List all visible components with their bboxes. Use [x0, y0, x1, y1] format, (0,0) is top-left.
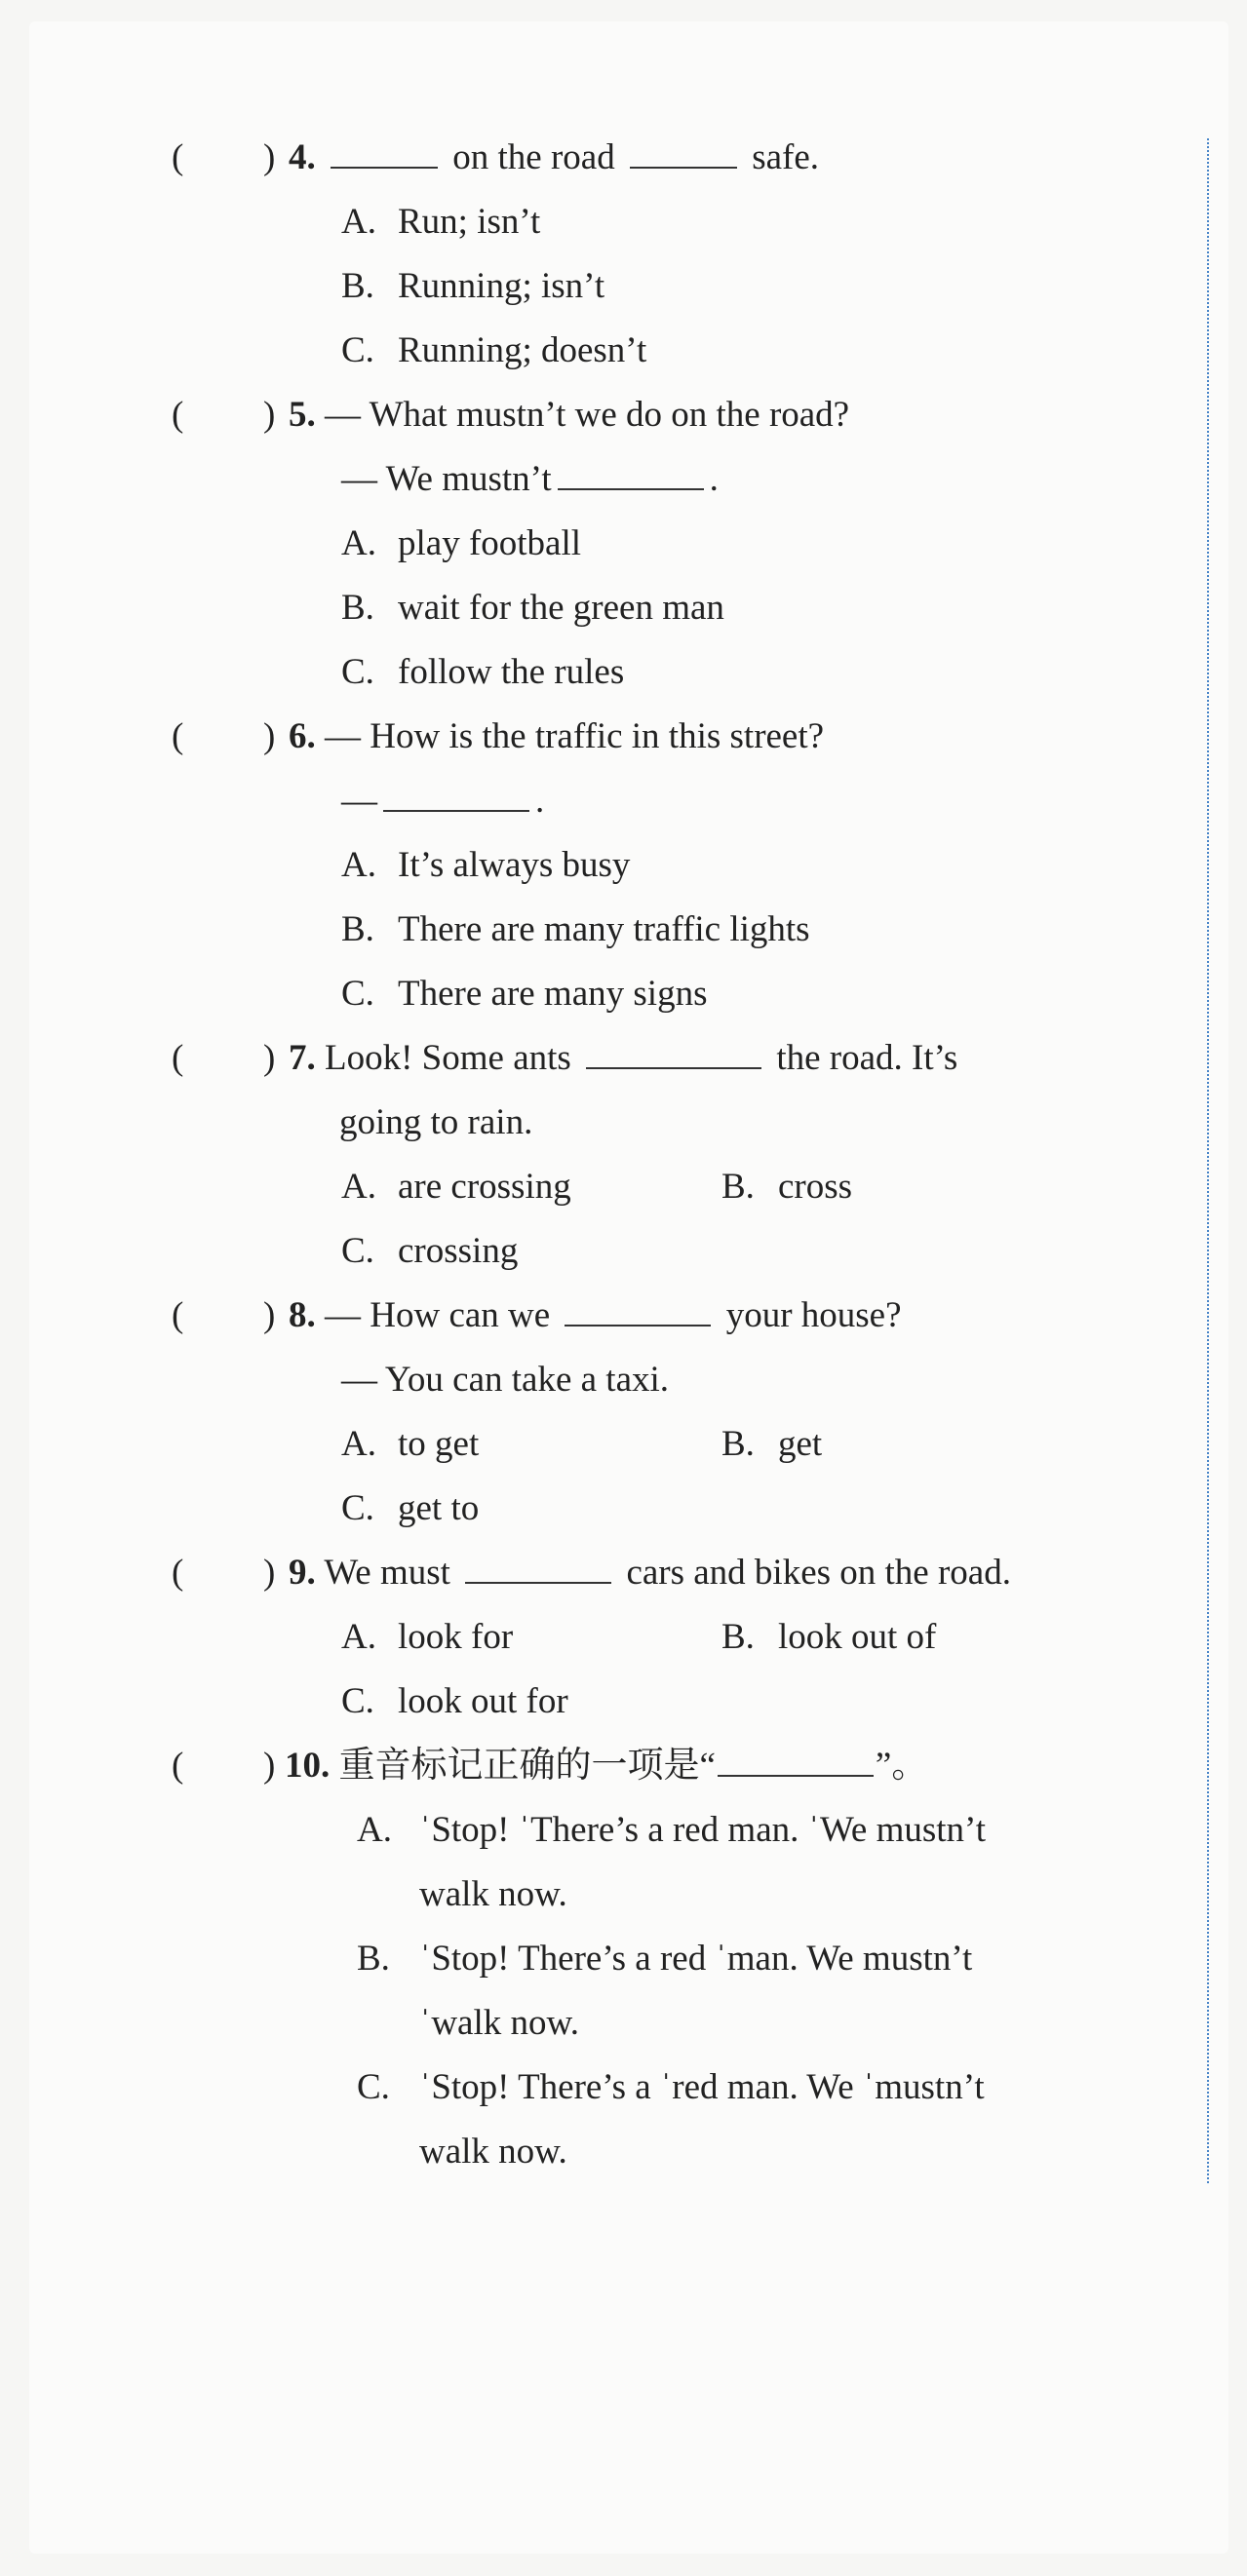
stem-text: safe.: [752, 137, 820, 177]
reply-line: — You can take a taxi.: [341, 1360, 670, 1400]
answer-bracket-close: ): [263, 1553, 276, 1593]
option-c-continuation: walk now.: [419, 2132, 567, 2172]
question-stem: [289, 1552, 1011, 1595]
question-stem: [289, 136, 819, 179]
option-b[interactable]: B. There are many traffic lights: [341, 909, 810, 949]
reply-line: — .: [341, 781, 545, 821]
stem-text: 重音标记正确的一项是“: [338, 1746, 716, 1786]
option-a[interactable]: A. play football: [341, 523, 582, 563]
question-stem: [285, 1745, 927, 1788]
answer-blank[interactable]: [383, 781, 529, 812]
option-a[interactable]: A. ˈStop! ˈThere’s a red man. ˈWe mustn’t: [357, 1810, 986, 1850]
answer-blank[interactable]: [565, 1295, 711, 1326]
option-c[interactable]: C. crossing: [341, 1231, 519, 1271]
answer-blank[interactable]: [586, 1038, 761, 1069]
question-number: 8.: [289, 1295, 316, 1335]
option-a-continuation: walk now.: [419, 1874, 567, 1914]
question-number: 4.: [289, 137, 316, 177]
margin-dotted-line: [1207, 138, 1209, 2183]
option-a[interactable]: A. Run; isn’t: [341, 202, 541, 242]
answer-blank[interactable]: [558, 459, 704, 490]
option-c[interactable]: C. Running; doesn’t: [341, 330, 647, 370]
option-a[interactable]: A. are crossing: [341, 1167, 571, 1207]
question-stem: [289, 1037, 957, 1080]
stem-text: — How is the traffic in this street?: [325, 716, 825, 756]
option-b[interactable]: B. ˈStop! There’s a red ˈman. We mustn’t: [357, 1939, 973, 1979]
stem-text: We must: [324, 1553, 450, 1593]
option-c[interactable]: C. look out for: [341, 1681, 568, 1721]
question-number: 10.: [285, 1746, 331, 1786]
reply-line: — We mustn’t .: [341, 459, 719, 499]
stem-text: cars and bikes on the road.: [626, 1553, 1011, 1593]
answer-bracket-open: (: [172, 1295, 184, 1335]
answer-bracket-open: (: [172, 1553, 184, 1593]
option-b[interactable]: B. get: [721, 1424, 823, 1464]
option-b[interactable]: B. Running; isn’t: [341, 266, 605, 306]
stem-continuation: going to rain.: [339, 1102, 533, 1142]
option-b[interactable]: B. cross: [721, 1167, 853, 1207]
stem-text: the road. It’s: [776, 1038, 958, 1078]
answer-bracket-close: ): [263, 1038, 276, 1078]
option-c[interactable]: C. follow the rules: [341, 652, 625, 692]
answer-bracket-close: ): [263, 1295, 276, 1335]
answer-bracket-open: (: [172, 137, 184, 177]
stem-text: — What mustn’t we do on the road?: [325, 395, 850, 435]
option-a[interactable]: A. to get: [341, 1424, 480, 1464]
question-stem: [289, 394, 849, 437]
stem-text: — How can we: [325, 1295, 551, 1335]
answer-bracket-close: ): [263, 716, 276, 756]
answer-bracket-close: ): [263, 1746, 276, 1786]
option-b[interactable]: B. wait for the green man: [341, 588, 724, 628]
question-number: 5.: [289, 395, 316, 435]
option-c[interactable]: C. ˈStop! There’s a ˈred man. We ˈmustn’t: [357, 2067, 985, 2107]
answer-bracket-close: ): [263, 137, 276, 177]
option-c[interactable]: C. There are many signs: [341, 974, 708, 1014]
option-c[interactable]: C. get to: [341, 1488, 480, 1528]
answer-blank[interactable]: [465, 1553, 611, 1584]
stem-text: your house?: [725, 1295, 902, 1335]
answer-bracket-close: ): [263, 395, 276, 435]
option-a[interactable]: A. look for: [341, 1617, 514, 1657]
question-stem: [289, 715, 824, 758]
stem-text: on the road: [452, 137, 615, 177]
question-number: 7.: [289, 1038, 316, 1078]
option-b[interactable]: B. look out of: [721, 1617, 937, 1657]
question-number: 6.: [289, 716, 316, 756]
question-number: 9.: [289, 1553, 316, 1593]
stem-text: ”。: [875, 1746, 928, 1786]
answer-bracket-open: (: [172, 395, 184, 435]
answer-blank[interactable]: [331, 137, 438, 169]
option-a[interactable]: A. It’s always busy: [341, 845, 631, 885]
stem-text: Look! Some ants: [325, 1038, 571, 1078]
answer-blank[interactable]: [718, 1746, 874, 1777]
question-stem: [289, 1294, 902, 1337]
answer-bracket-open: (: [172, 1746, 184, 1786]
option-b-continuation: ˈwalk now.: [419, 2003, 580, 2043]
answer-bracket-open: (: [172, 716, 184, 756]
answer-bracket-open: (: [172, 1038, 184, 1078]
answer-blank[interactable]: [630, 137, 737, 169]
